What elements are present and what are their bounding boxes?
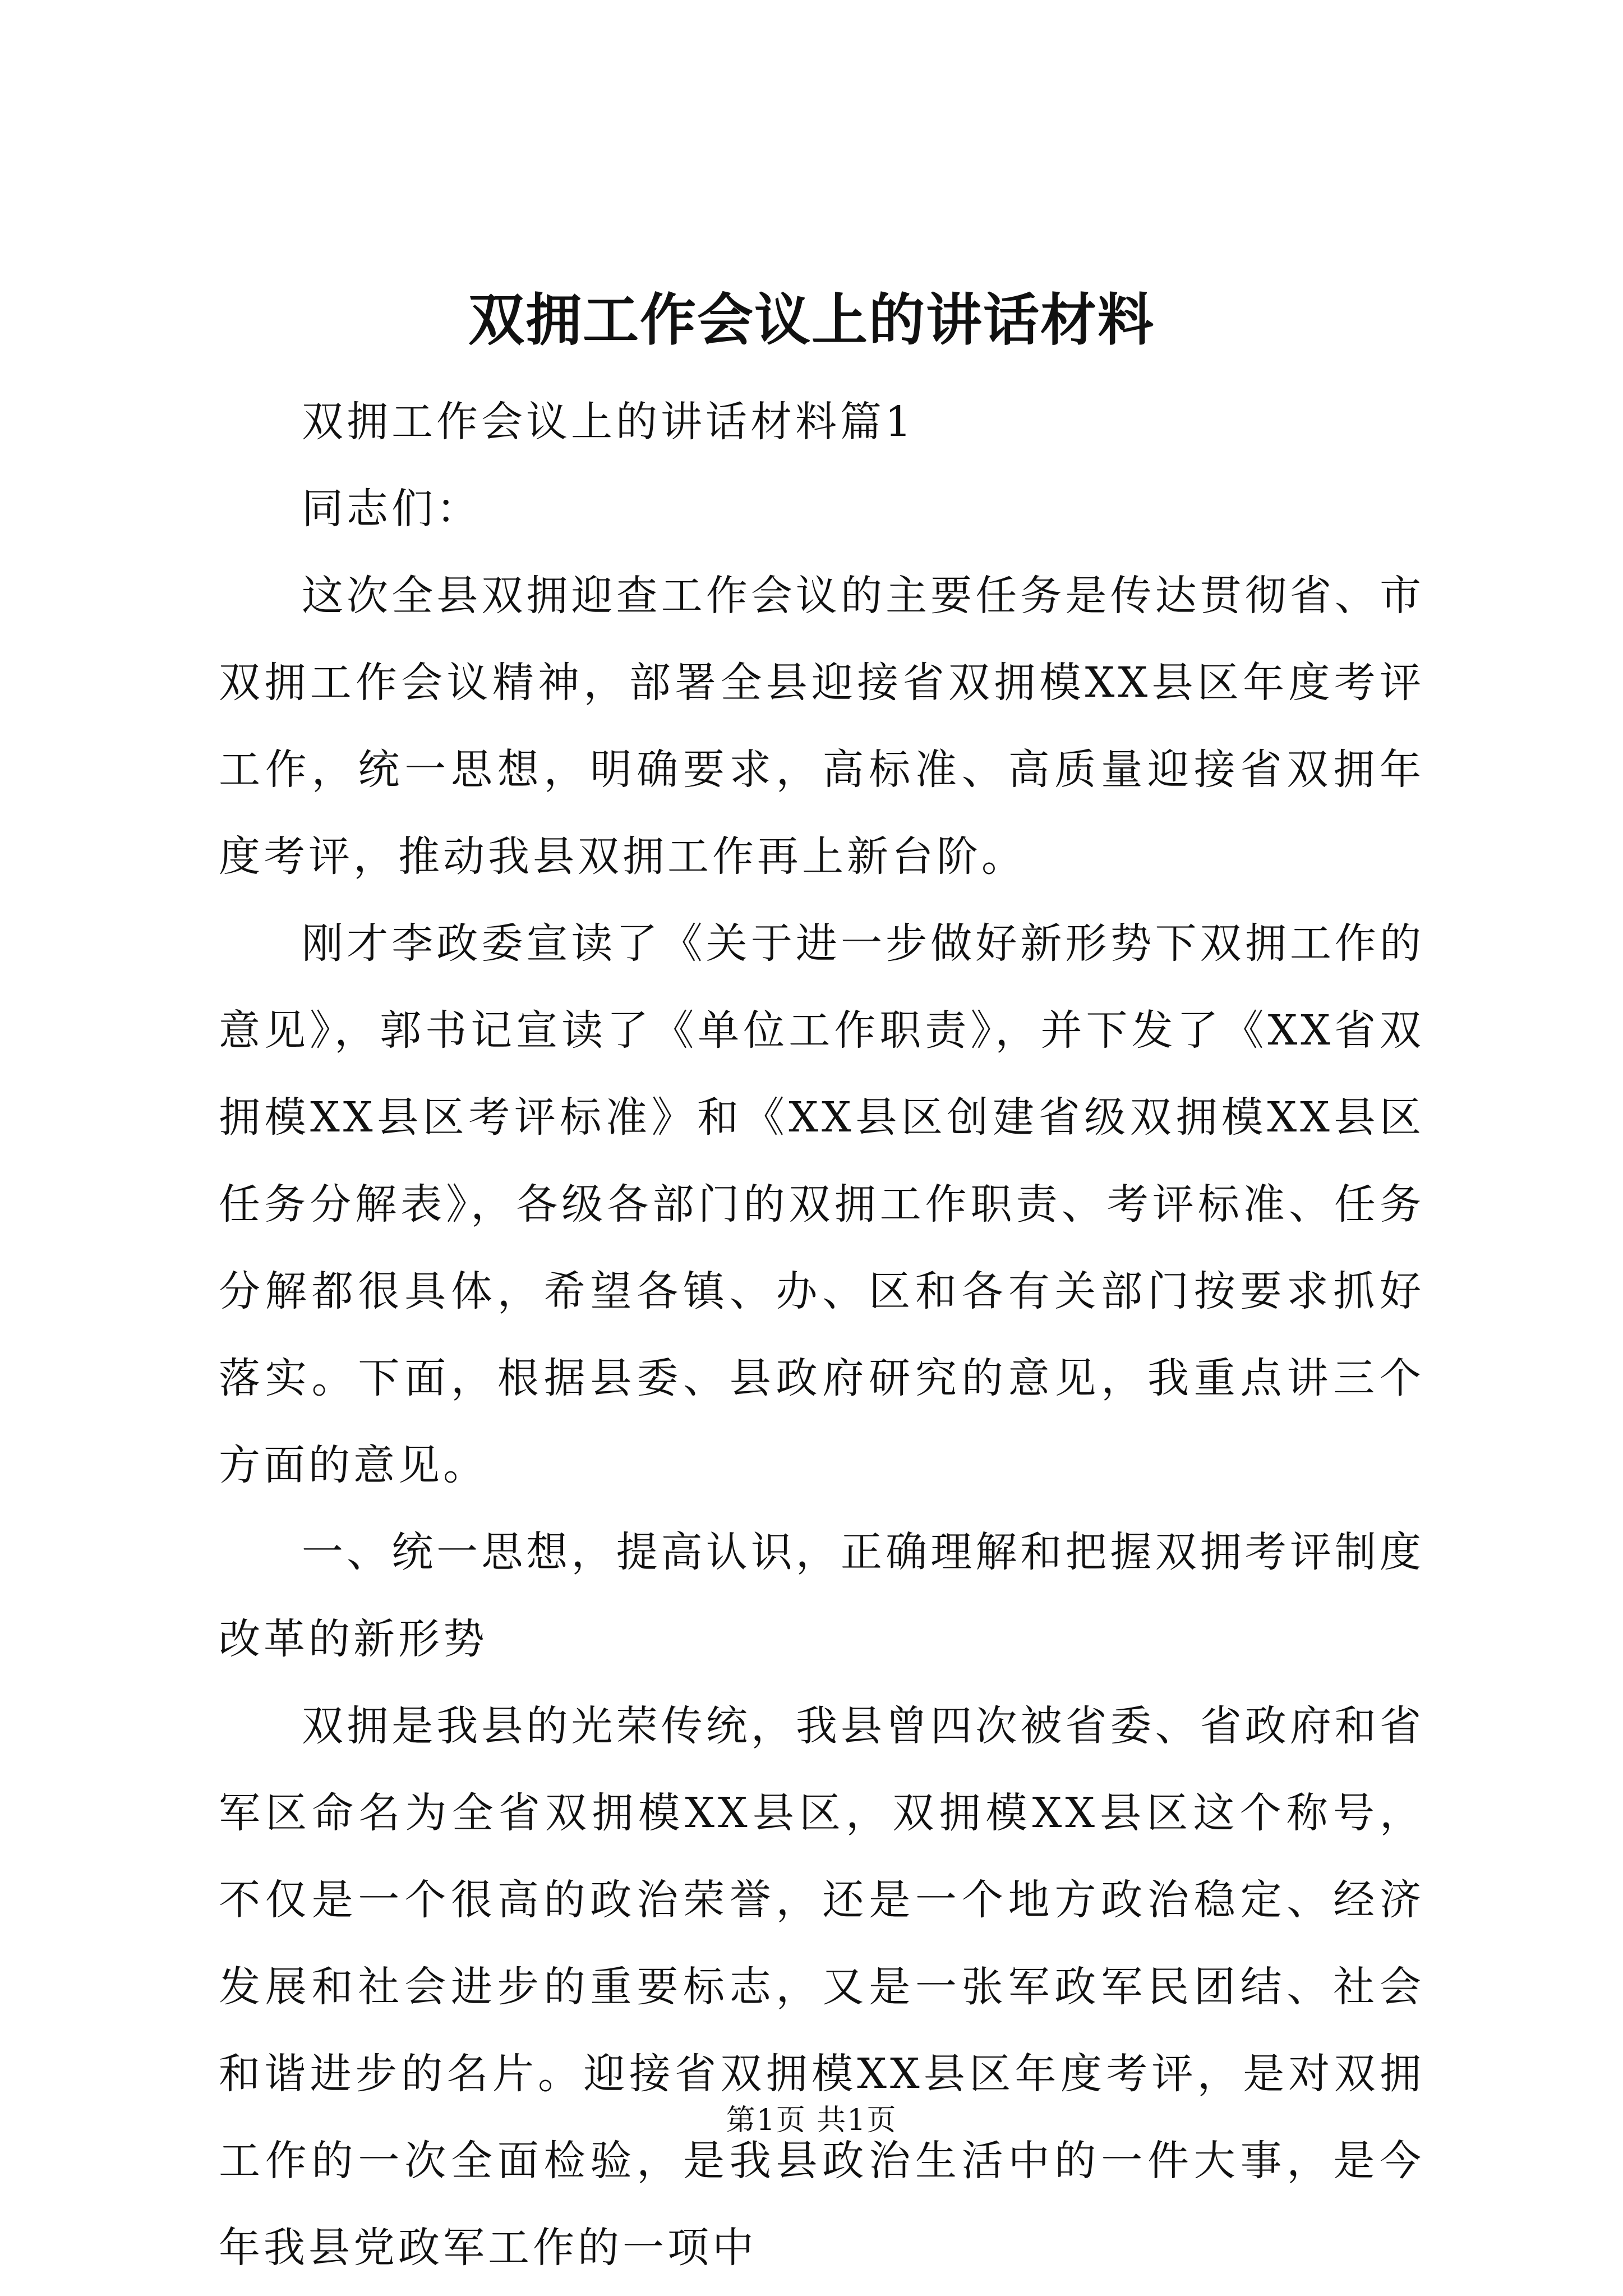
page-footer: 第1页 共1页 — [726, 2104, 897, 2137]
document-body — [219, 379, 1424, 2292]
body-paragraph: 刚才李政委宣读了《关于进一步做好新形势下双拥工作的意见》，郭书记宣读了《单位工作职责》，并下发了《XX省双拥模XX县区考评标准》和《XX县区创建省级双拥模XX县区任务分解表》，各级各部门的双拥工作职责、考评标准、任务分解都很具体，希望各镇、办、区和各有关部门按要求抓好落实。下面，根据县委、县政府研究的意见，我重点讲三个方面的意见。 — [219, 919, 1424, 1489]
body-paragraph: 双拥是我县的光荣传统，我县曾四次被省委、省政府和省军区命名为全省双拥模XX县区，双拥模XX县区这个称号，不仅是一个很高的政治荣誉，还是一个地方政治稳定、经济发展和社会进步的重要标志，又是一张军政军民团结、社会和谐进步的名片。迎接省双拥模XX县区年度考评，是对双拥工作的一次全面检验，是我县政治生活中的一件大事，是今年我县党政军工作的一项中 — [219, 1702, 1424, 2272]
section-heading: 双拥工作会议上的讲话材料篇1 — [302, 398, 915, 446]
body-paragraph: 一、统一思想，提高认识，正确理解和把握双拥考评制度改革的新形势 — [219, 1528, 1424, 1663]
document-title: 双拥工作会议上的讲话材料 — [468, 287, 1155, 353]
salutation: 同志们： — [302, 485, 481, 533]
body-paragraph: 这次全县双拥迎查工作会议的主要任务是传达贯彻省、市双拥工作会议精神，部署全县迎接省双拥模XX县区年度考评工作，统一思想，明确要求，高标准、高质量迎接省双拥年度考评，推动我县双拥工作再上新台阶。 — [219, 572, 1424, 881]
